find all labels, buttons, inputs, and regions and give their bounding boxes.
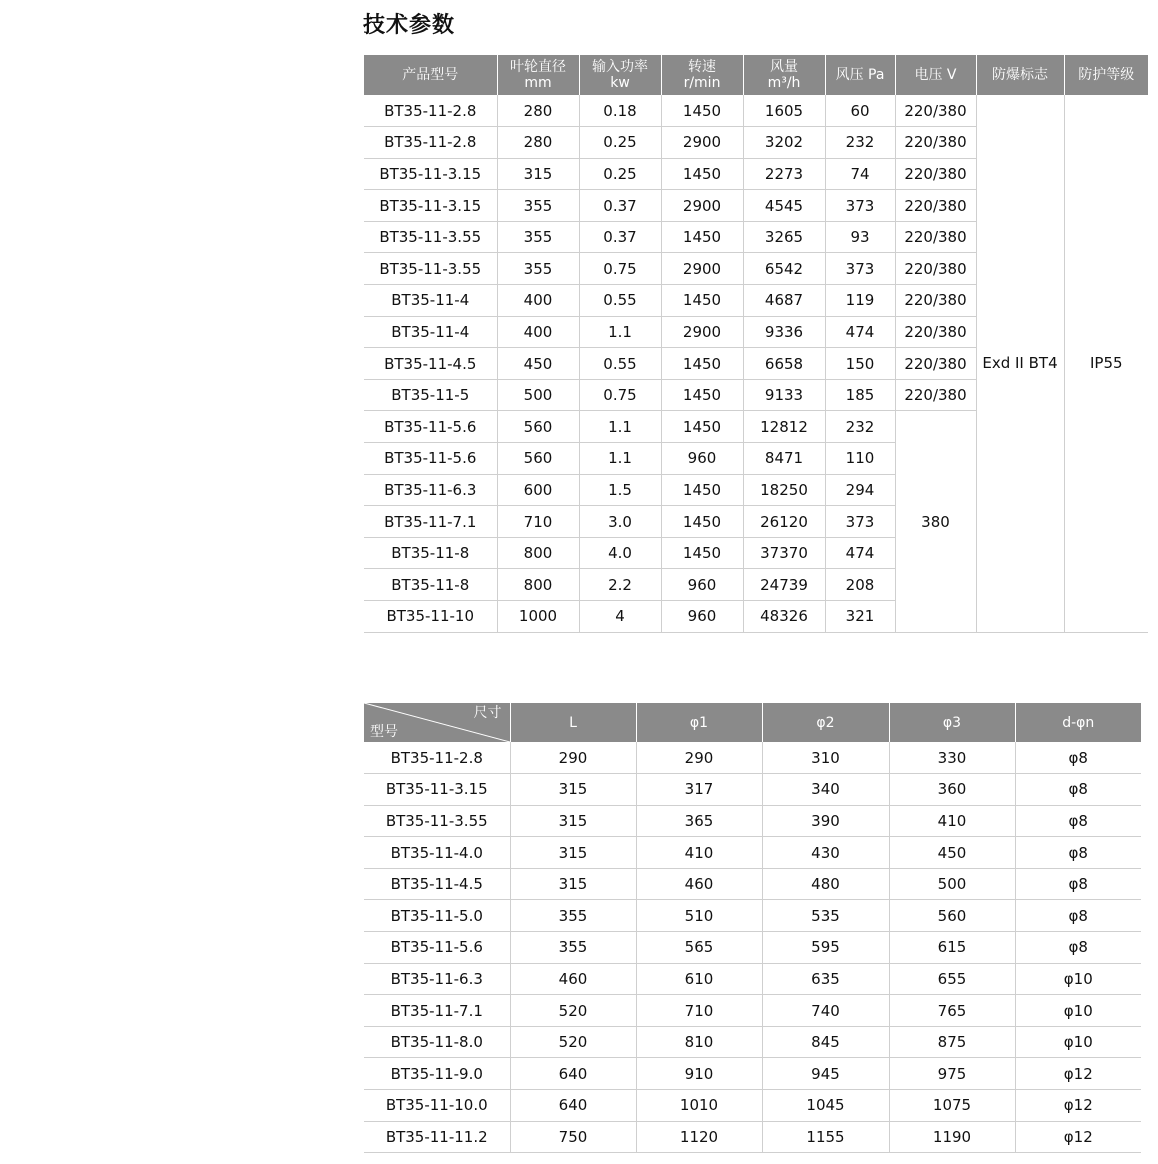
value-cell: 315 [497, 158, 579, 190]
value-cell: 2900 [661, 316, 743, 348]
value-cell: 355 [510, 900, 636, 932]
value-cell: 373 [825, 190, 895, 222]
model-cell: BT35-11-4.5 [364, 868, 510, 900]
model-cell: BT35-11-4 [364, 285, 497, 317]
dimension-header-cell: φ1 [636, 703, 762, 742]
value-cell: 1605 [743, 95, 825, 127]
dimension-corner-label: 尺寸 [473, 705, 502, 721]
value-cell: 4 [579, 601, 661, 633]
value-cell: 1450 [661, 158, 743, 190]
model-cell: BT35-11-5.6 [364, 411, 497, 443]
value-cell: 3202 [743, 127, 825, 159]
value-cell: 0.75 [579, 253, 661, 285]
value-cell: φ10 [1015, 1026, 1141, 1058]
value-cell: 655 [889, 963, 1015, 995]
value-cell: 800 [497, 537, 579, 569]
model-cell: BT35-11-2.8 [364, 127, 497, 159]
value-cell: 1.1 [579, 443, 661, 475]
value-cell: 400 [497, 316, 579, 348]
value-cell: 845 [762, 1026, 889, 1058]
voltage-cell: 220/380 [895, 316, 976, 348]
value-cell: 560 [497, 443, 579, 475]
value-cell: 18250 [743, 474, 825, 506]
value-cell: 340 [762, 774, 889, 806]
value-cell: 460 [636, 868, 762, 900]
value-cell: 355 [497, 221, 579, 253]
spec-header-label: mm [524, 75, 552, 91]
model-cell: BT35-11-4.0 [364, 837, 510, 869]
spec-header-label: 产品型号 [402, 67, 459, 83]
spec-header-cell [364, 55, 497, 95]
spec-header-cell [1064, 55, 1148, 95]
value-cell: 610 [636, 963, 762, 995]
value-cell: 710 [636, 995, 762, 1027]
value-cell: 6658 [743, 348, 825, 380]
value-cell: 48326 [743, 601, 825, 633]
table-row [364, 963, 1141, 995]
dimension-header-cell: L [510, 703, 636, 742]
value-cell: 560 [889, 900, 1015, 932]
model-cell: BT35-11-3.55 [364, 221, 497, 253]
voltage-cell: 220/380 [895, 127, 976, 159]
value-cell: φ8 [1015, 900, 1141, 932]
voltage-cell: 220/380 [895, 348, 976, 380]
value-cell: 8471 [743, 443, 825, 475]
value-cell: 474 [825, 537, 895, 569]
spec-header-label: 防护等级 [1078, 67, 1135, 83]
value-cell: 740 [762, 995, 889, 1027]
value-cell: 2273 [743, 158, 825, 190]
value-cell: 640 [510, 1090, 636, 1122]
voltage-cell: 220/380 [895, 379, 976, 411]
voltage-cell: 220/380 [895, 285, 976, 317]
value-cell: 360 [889, 774, 1015, 806]
model-cell: BT35-11-4.5 [364, 348, 497, 380]
value-cell: φ8 [1015, 932, 1141, 964]
spec-table [364, 55, 1148, 633]
voltage-cell: 220/380 [895, 253, 976, 285]
value-cell: 60 [825, 95, 895, 127]
dimension-header-cell: φ2 [762, 703, 889, 742]
value-cell: 315 [510, 774, 636, 806]
voltage-cell: 220/380 [895, 190, 976, 222]
value-cell: 2900 [661, 190, 743, 222]
value-cell: 560 [497, 411, 579, 443]
value-cell: 960 [661, 569, 743, 601]
dimensions-header-row [364, 703, 1141, 742]
explosion-mark-cell: Exd II BT4 [976, 95, 1064, 632]
value-cell: φ12 [1015, 1058, 1141, 1090]
spec-header-cell [497, 55, 579, 95]
value-cell: 640 [510, 1058, 636, 1090]
value-cell: 500 [889, 868, 1015, 900]
value-cell: 595 [762, 932, 889, 964]
value-cell: 93 [825, 221, 895, 253]
value-cell: 480 [762, 868, 889, 900]
value-cell: 185 [825, 379, 895, 411]
value-cell: 24739 [743, 569, 825, 601]
value-cell: 960 [661, 443, 743, 475]
value-cell: 3.0 [579, 506, 661, 538]
value-cell: 1.1 [579, 316, 661, 348]
page-title: 技术参数 [363, 13, 456, 38]
value-cell: φ12 [1015, 1090, 1141, 1122]
value-cell: 119 [825, 285, 895, 317]
value-cell: 1450 [661, 95, 743, 127]
value-cell: 6542 [743, 253, 825, 285]
dimensions-table [364, 703, 1141, 1153]
value-cell: 290 [510, 742, 636, 774]
value-cell: 710 [497, 506, 579, 538]
value-cell: 9133 [743, 379, 825, 411]
spec-header-cell [743, 55, 825, 95]
model-cell: BT35-11-3.15 [364, 190, 497, 222]
value-cell: 315 [510, 805, 636, 837]
value-cell: 1120 [636, 1121, 762, 1153]
spec-header-label: 转速 [688, 59, 716, 75]
value-cell: φ10 [1015, 963, 1141, 995]
table-row [364, 1090, 1141, 1122]
model-corner-label: 型号 [370, 724, 398, 740]
spec-header-cell [825, 55, 895, 95]
value-cell: 3265 [743, 221, 825, 253]
value-cell: 1450 [661, 348, 743, 380]
value-cell: 310 [762, 742, 889, 774]
value-cell: 1.5 [579, 474, 661, 506]
value-cell: 355 [497, 190, 579, 222]
value-cell: 315 [510, 837, 636, 869]
value-cell: 460 [510, 963, 636, 995]
spec-header-label: m³/h [767, 75, 801, 91]
model-cell: BT35-11-7.1 [364, 506, 497, 538]
value-cell: 315 [510, 868, 636, 900]
value-cell: 615 [889, 932, 1015, 964]
voltage-merged-cell: 380 [895, 411, 976, 632]
spec-header-label: 防爆标志 [992, 67, 1048, 83]
spec-header-cell [895, 55, 976, 95]
value-cell: 510 [636, 900, 762, 932]
spec-header-row [364, 55, 1148, 95]
value-cell: 1000 [497, 601, 579, 633]
value-cell: 355 [497, 253, 579, 285]
model-cell: BT35-11-8 [364, 569, 497, 601]
value-cell: 0.37 [579, 221, 661, 253]
table-row [364, 1058, 1141, 1090]
value-cell: 0.37 [579, 190, 661, 222]
protection-level-cell: IP55 [1064, 95, 1148, 632]
value-cell: 321 [825, 601, 895, 633]
value-cell: 1450 [661, 379, 743, 411]
value-cell: 410 [636, 837, 762, 869]
table-row [364, 995, 1141, 1027]
value-cell: 0.25 [579, 127, 661, 159]
value-cell: 9336 [743, 316, 825, 348]
value-cell: 0.18 [579, 95, 661, 127]
value-cell: 317 [636, 774, 762, 806]
table-row [364, 900, 1141, 932]
table-row [364, 805, 1141, 837]
value-cell: 520 [510, 995, 636, 1027]
value-cell: 4.0 [579, 537, 661, 569]
voltage-cell: 220/380 [895, 221, 976, 253]
value-cell: 1010 [636, 1090, 762, 1122]
value-cell: 150 [825, 348, 895, 380]
model-cell: BT35-11-10 [364, 601, 497, 633]
model-cell: BT35-11-3.55 [364, 253, 497, 285]
value-cell: 26120 [743, 506, 825, 538]
value-cell: 390 [762, 805, 889, 837]
value-cell: 430 [762, 837, 889, 869]
value-cell: φ12 [1015, 1121, 1141, 1153]
value-cell: 975 [889, 1058, 1015, 1090]
value-cell: 2900 [661, 253, 743, 285]
value-cell: 232 [825, 411, 895, 443]
value-cell: 765 [889, 995, 1015, 1027]
value-cell: 810 [636, 1026, 762, 1058]
value-cell: 400 [497, 285, 579, 317]
value-cell: 1190 [889, 1121, 1015, 1153]
value-cell: 355 [510, 932, 636, 964]
spec-header-label: kw [610, 75, 630, 91]
value-cell: 800 [497, 569, 579, 601]
value-cell: 12812 [743, 411, 825, 443]
value-cell: 450 [889, 837, 1015, 869]
model-cell: BT35-11-4 [364, 316, 497, 348]
value-cell: 960 [661, 601, 743, 633]
model-cell: BT35-11-2.8 [364, 95, 497, 127]
value-cell: 1450 [661, 285, 743, 317]
value-cell: 875 [889, 1026, 1015, 1058]
value-cell: 208 [825, 569, 895, 601]
model-cell: BT35-11-3.15 [364, 774, 510, 806]
model-cell: BT35-11-5 [364, 379, 497, 411]
model-cell: BT35-11-2.8 [364, 742, 510, 774]
value-cell: 535 [762, 900, 889, 932]
value-cell: 520 [510, 1026, 636, 1058]
value-cell: 910 [636, 1058, 762, 1090]
voltage-cell: 220/380 [895, 158, 976, 190]
value-cell: 0.25 [579, 158, 661, 190]
value-cell: 280 [497, 95, 579, 127]
model-cell: BT35-11-5.6 [364, 443, 497, 475]
value-cell: 565 [636, 932, 762, 964]
value-cell: 373 [825, 506, 895, 538]
value-cell: 1450 [661, 474, 743, 506]
spec-header-cell [976, 55, 1064, 95]
model-cell: BT35-11-10.0 [364, 1090, 510, 1122]
value-cell: 0.55 [579, 348, 661, 380]
spec-header-label: 风压 Pa [835, 67, 885, 83]
value-cell: 330 [889, 742, 1015, 774]
value-cell: 0.55 [579, 285, 661, 317]
value-cell: 635 [762, 963, 889, 995]
value-cell: 1450 [661, 537, 743, 569]
model-cell: BT35-11-9.0 [364, 1058, 510, 1090]
model-cell: BT35-11-6.3 [364, 963, 510, 995]
value-cell: 1450 [661, 506, 743, 538]
value-cell: φ8 [1015, 742, 1141, 774]
value-cell: 1075 [889, 1090, 1015, 1122]
model-cell: BT35-11-5.0 [364, 900, 510, 932]
value-cell: 474 [825, 316, 895, 348]
table-row [364, 932, 1141, 964]
value-cell: 280 [497, 127, 579, 159]
value-cell: 294 [825, 474, 895, 506]
model-cell: BT35-11-7.1 [364, 995, 510, 1027]
diagonal-header-cell [364, 703, 510, 742]
model-cell: BT35-11-6.3 [364, 474, 497, 506]
table-row [364, 837, 1141, 869]
value-cell: 74 [825, 158, 895, 190]
value-cell: 1045 [762, 1090, 889, 1122]
spec-header-label: 叶轮直径 [510, 59, 566, 75]
value-cell: φ8 [1015, 837, 1141, 869]
model-cell: BT35-11-3.15 [364, 158, 497, 190]
table-row [364, 1121, 1141, 1153]
dimension-header-cell: d-φn [1015, 703, 1141, 742]
value-cell: 2.2 [579, 569, 661, 601]
spec-header-label: r/min [683, 75, 721, 91]
value-cell: 1450 [661, 221, 743, 253]
value-cell: 0.75 [579, 379, 661, 411]
model-cell: BT35-11-11.2 [364, 1121, 510, 1153]
value-cell: 410 [889, 805, 1015, 837]
value-cell: φ10 [1015, 995, 1141, 1027]
dimension-header-cell: φ3 [889, 703, 1015, 742]
value-cell: 37370 [743, 537, 825, 569]
value-cell: φ8 [1015, 805, 1141, 837]
value-cell: φ8 [1015, 868, 1141, 900]
value-cell: 4545 [743, 190, 825, 222]
value-cell: 365 [636, 805, 762, 837]
table-row [364, 95, 1148, 127]
table-row [364, 1026, 1141, 1058]
value-cell: 232 [825, 127, 895, 159]
value-cell: 1155 [762, 1121, 889, 1153]
value-cell: 290 [636, 742, 762, 774]
value-cell: 600 [497, 474, 579, 506]
spec-header-cell [579, 55, 661, 95]
value-cell: 110 [825, 443, 895, 475]
model-cell: BT35-11-8 [364, 537, 497, 569]
value-cell: 373 [825, 253, 895, 285]
value-cell: 1.1 [579, 411, 661, 443]
value-cell: 750 [510, 1121, 636, 1153]
value-cell: 4687 [743, 285, 825, 317]
value-cell: 1450 [661, 411, 743, 443]
value-cell: 450 [497, 348, 579, 380]
value-cell: φ8 [1015, 774, 1141, 806]
model-cell: BT35-11-5.6 [364, 932, 510, 964]
value-cell: 500 [497, 379, 579, 411]
table-row [364, 868, 1141, 900]
model-cell: BT35-11-8.0 [364, 1026, 510, 1058]
table-row [364, 774, 1141, 806]
spec-header-label: 输入功率 [592, 59, 648, 75]
value-cell: 2900 [661, 127, 743, 159]
model-cell: BT35-11-3.55 [364, 805, 510, 837]
spec-header-cell [661, 55, 743, 95]
spec-header-label: 电压 V [914, 67, 957, 83]
voltage-cell: 220/380 [895, 95, 976, 127]
value-cell: 945 [762, 1058, 889, 1090]
spec-header-label: 风量 [770, 59, 798, 75]
table-row [364, 742, 1141, 774]
